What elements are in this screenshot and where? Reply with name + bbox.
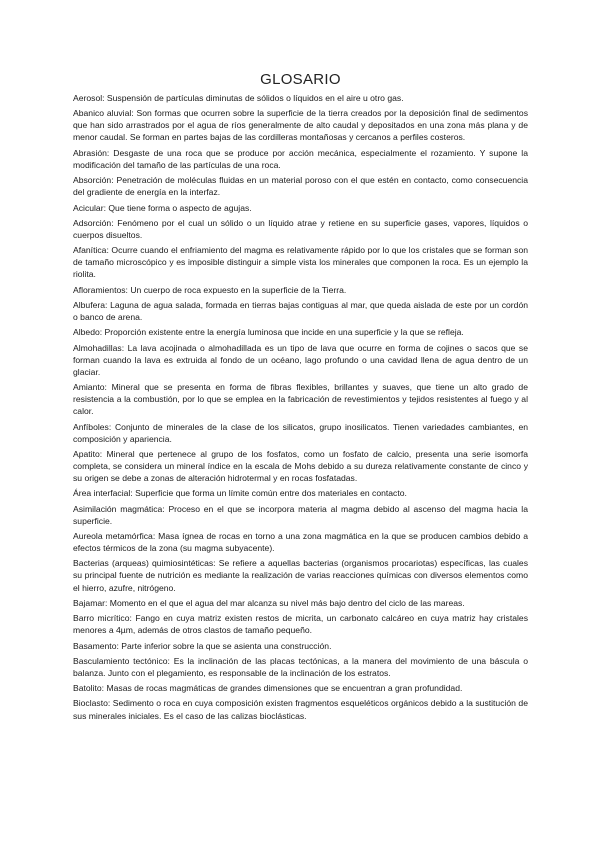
glossary-entry (73, 326, 528, 338)
glossary-definition: Proporción existente entre la energía luminosa que incide en una superficie y la que se refleja. (104, 327, 464, 338)
glossary-entry (73, 612, 528, 636)
glossary-term: Basculamiento tectónico : (73, 656, 170, 666)
glossary-term: Adsorción : (73, 218, 114, 228)
document-title: GLOSARIO (260, 71, 341, 88)
glossary-definition: Fenómeno por el cual un sólido o un líquido atrae y retiene en su superficie gases, vapores, líquidos o cuerpos disueltos. (73, 217, 528, 240)
glossary-definition: Suspensión de partículas diminutas de sólidos o líquidos en el aire u otro gas. (106, 93, 404, 103)
glossary-definition: Masa ígnea de rocas en torno a una zona magmática en la que se producen cambios debido a efectos térmicos de la zona (su magma subyacente). (73, 531, 528, 554)
glossary-list (73, 92, 528, 722)
glossary-term: Absorción : (73, 175, 114, 185)
glossary-term: Almohadillas : (73, 343, 124, 353)
glossary-entry (73, 217, 528, 241)
glossary-term: Amianto : (73, 382, 107, 392)
glossary-term: Afanítica : (73, 245, 109, 255)
glossary-entry (73, 503, 528, 527)
glossary-term: Bajamar : (73, 598, 107, 608)
glossary-entry (73, 697, 528, 721)
document-page (73, 70, 528, 725)
glossary-term: Apatito : (73, 449, 102, 459)
glossary-term: Área interfacial : (73, 488, 133, 498)
glossary-entry (73, 557, 528, 593)
glossary-definition: Conjunto de minerales de la clase de los silicatos, grupo inosilicatos. Tienen variedades cambiantes, en composición y apariencia. (73, 421, 528, 444)
glossary-definition: La lava acojinada o almohadillada es un tipo de lava que ocurre en forma de cojines o sacos que se forman cuando la lava es extruida al fondo de un océano, lago profundo o una cavidad llena de agua dentro de un glaciar. (73, 342, 528, 377)
glossary-definition: Masas de rocas magmáticas de grandes dimensiones que se encuentran a gran profundidad. (106, 683, 463, 694)
glossary-definition: Sedimento o roca en cuya composición existen fragmentos esqueléticos orgánicos debido a la sustitución de sus minerales iniciales. Es el caso de las calizas bioclásticas. (73, 698, 528, 721)
glossary-definition: Se refiere a aquellas bacterias (organismos procariotas) específicas, las cuales su principal fuente de nutrición es mediante la realización de varias reacciones químicas con diversos elementos como el hierro, azufre, nitrógeno. (73, 558, 529, 593)
glossary-definition: Mineral que se presenta en forma de fibras flexibles, brillantes y suaves, que tiene un alto grado de resistencia a la combustión, por lo que se emplea en la fabricación de revestimientos y tejidos resistentes al fuego y al calor. (73, 382, 528, 417)
glossary-entry (73, 92, 528, 104)
glossary-entry (73, 244, 528, 280)
glossary-term: Albedo : (73, 327, 102, 337)
glossary-definition: Laguna de agua salada, formada en tierras bajas contiguas al mar, que queda aislada de este por un cordón o banco de arena. (73, 299, 529, 322)
glossary-entry (73, 421, 528, 445)
glossary-entry (73, 682, 528, 694)
glossary-term: Bioclasto : (73, 698, 110, 708)
glossary-entry (73, 530, 528, 554)
glossary-entry (73, 597, 528, 609)
glossary-definition: Parte inferior sobre la que se asienta una construcción. (121, 640, 332, 651)
glossary-definition: Ocurre cuando el enfriamiento del magma es relativamente rápido por lo que los cristales que se forman son de tamaño microscópico y es imposible distinguir a simple vista los minerales que componen la roca. Es un ejemplo la riolita. (73, 245, 528, 280)
glossary-term: Abanico aluvial : (73, 108, 134, 118)
glossary-definition: Que tiene forma o aspecto de agujas. (108, 202, 252, 213)
glossary-entry (73, 147, 528, 171)
glossary-entry (73, 640, 528, 652)
glossary-entry (73, 655, 528, 679)
glossary-entry (73, 174, 528, 198)
glossary-definition: Superficie que forma un límite común entre dos materiales en contacto. (135, 488, 407, 499)
glossary-term: Asimilación magmática : (73, 504, 165, 514)
glossary-definition: Penetración de moléculas fluidas en un material poroso con el que estén en contacto, como consecuencia del gradiente de energía en la interfaz. (73, 175, 529, 198)
glossary-entry (73, 487, 528, 499)
glossary-entry (73, 342, 528, 378)
glossary-term: Abrasión : (73, 148, 109, 158)
glossary-term: Batolito : (73, 683, 104, 693)
glossary-definition: Desgaste de una roca que se produce por acción mecánica, especialmente el rozamiento. Y supone la modificación del tamaño de las partículas de una roca. (73, 147, 528, 170)
glossary-term: Aureola metamórfica : (73, 531, 155, 541)
glossary-term: Albufera : (73, 300, 107, 310)
glossary-definition: Un cuerpo de roca expuesto en la superficie de la Tierra. (130, 284, 347, 295)
glossary-term: Acicular : (73, 203, 106, 213)
glossary-term: Anfíboles : (73, 422, 111, 432)
glossary-term: Afloramientos : (73, 285, 128, 295)
glossary-definition: Son formas que ocurren sobre la superficie de la tierra creados por la deposición final de sedimentos que han sido arrastrados por el agua de ríos generalmente de alto caudal y depositados en una zona más plana y de menor caudal. Se forman en partes bajas de las cordilleras montañosas y cercanos a perfiles costeros. (73, 108, 529, 143)
glossary-entry (73, 202, 528, 214)
glossary-term: Basamento : (73, 641, 119, 651)
glossary-entry (73, 381, 528, 417)
glossary-definition: Fango en cuya matriz existen restos de micrita, un carbonato calcáreo en cuya matriz hay cristales menores a 4µm, además de otros clastos de tamaño pequeño. (73, 613, 528, 636)
glossary-term: Barro micrítico : (73, 613, 132, 623)
glossary-entry (73, 107, 528, 143)
glossary-term: Aerosol : (73, 93, 105, 103)
glossary-entry (73, 284, 528, 296)
glossary-entry (73, 448, 528, 484)
glossary-term: Bacterias (arqueas) quimiosintéticas : (73, 558, 216, 568)
glossary-definition: Momento en el que el agua del mar alcanza su nivel más bajo dentro del ciclo de las mareas. (109, 597, 465, 608)
glossary-definition: Proceso en el que se incorpora materia al magma debido al ascenso del magma hacia la superficie. (73, 503, 528, 526)
glossary-definition: Es la inclinación de las placas tectónicas, a la manera del movimiento de una báscula o balanza. Junto con el plegamiento, es responsable de la inclinación de los estratos. (73, 655, 529, 678)
glossary-entry (73, 299, 528, 323)
glossary-definition: Mineral que pertenece al grupo de los fosfatos, como un fosfato de calcio, presenta una serie isomorfa completa, se considera un mineral índice en la escala de Mohs debido a su dureza relativamente constante de cinco y su origen se debe a zonas de alteración hidrotermal y en rocas fosfatadas. (73, 448, 528, 484)
